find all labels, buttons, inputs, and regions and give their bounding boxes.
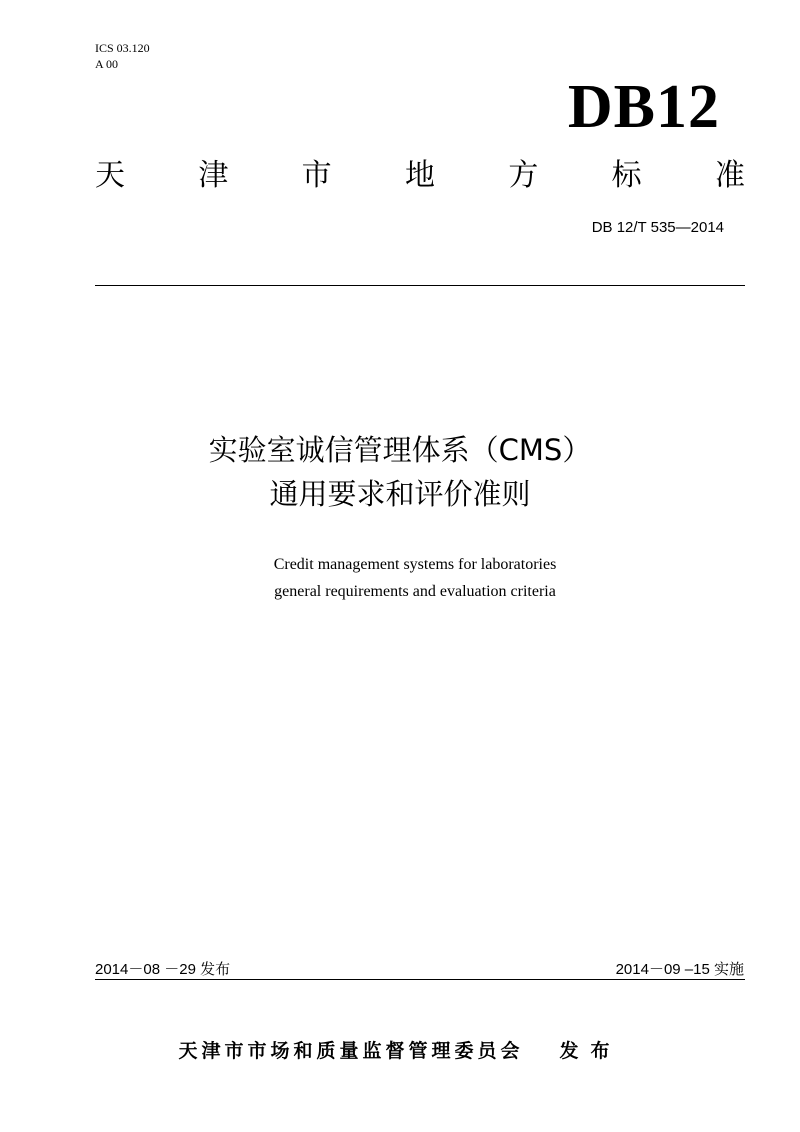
chinese-title-line-2: 通用要求和评价准则: [269, 477, 531, 511]
standard-type-char: 准: [714, 158, 745, 193]
standard-type-char: 标: [611, 158, 642, 193]
english-title-line-2: general requirements and evaluation criteria: [274, 583, 556, 600]
classification-codes: [95, 40, 150, 72]
chinese-title: [0, 428, 800, 516]
standard-type-char: 津: [198, 158, 229, 193]
bottom-divider: [95, 979, 745, 980]
ics-code: ICS 03.120: [95, 41, 150, 55]
publisher-line: [0, 1038, 800, 1064]
standard-type-char: 地: [404, 158, 435, 193]
issue-date: 2014－08 －29 发布: [95, 961, 231, 978]
english-title: [0, 551, 800, 605]
standard-type-title: [95, 156, 745, 196]
publish-action: 发布: [559, 1040, 622, 1062]
top-divider: [95, 285, 745, 286]
chinese-title-line-1: 实验室诚信管理体系（CMS）: [208, 433, 592, 467]
issuing-authority: 天津市市场和质量监督管理委员会: [178, 1040, 524, 1062]
standard-type-char: 天: [95, 158, 125, 193]
standard-number: DB 12/T 535—2014: [591, 219, 724, 236]
classification-code: A 00: [95, 57, 119, 71]
standard-logo: DB12: [567, 73, 720, 141]
standard-type-char: 方: [508, 158, 539, 193]
english-title-line-1: Credit management systems for laboratories: [273, 556, 557, 573]
implementation-date: 2014－09 –15 实施: [615, 961, 744, 978]
standard-type-char: 市: [301, 158, 332, 193]
